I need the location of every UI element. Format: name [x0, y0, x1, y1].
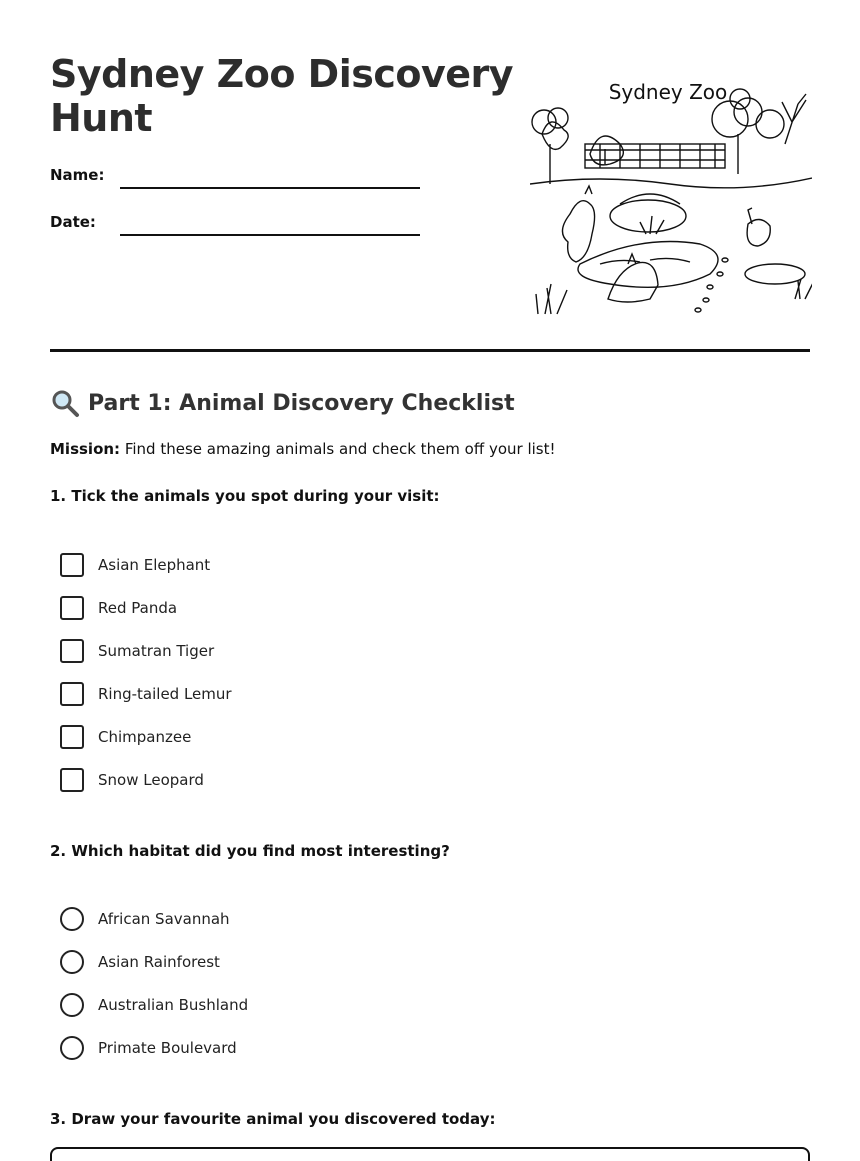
checkbox-label: Ring-tailed Lemur	[98, 685, 232, 703]
name-label: Name:	[50, 166, 105, 184]
worksheet-header	[50, 0, 810, 352]
checkbox-label: Snow Leopard	[98, 771, 204, 789]
checkbox-label: Chimpanzee	[98, 728, 192, 746]
date-field[interactable]	[120, 234, 420, 236]
checkbox-option[interactable]	[60, 768, 204, 792]
checkbox-option[interactable]	[60, 596, 177, 620]
radio-option[interactable]	[60, 1036, 237, 1060]
radio-button[interactable]	[60, 950, 84, 974]
question-1: 1. Tick the animals you spot during your visit:	[50, 487, 440, 505]
magnifying-glass-icon	[50, 388, 80, 418]
header-divider	[50, 349, 810, 352]
checkbox-label: Sumatran Tiger	[98, 642, 215, 660]
checkbox[interactable]	[60, 682, 84, 706]
checkbox[interactable]	[60, 725, 84, 749]
question-3: 3. Draw your favourite animal you discovered today:	[50, 1110, 496, 1128]
name-field[interactable]	[120, 187, 420, 189]
question-2: 2. Which habitat did you find most interesting?	[50, 842, 450, 860]
checkbox[interactable]	[60, 553, 84, 577]
checkbox[interactable]	[60, 639, 84, 663]
radio-button[interactable]	[60, 1036, 84, 1060]
radio-label: Primate Boulevard	[98, 1039, 237, 1057]
radio-button[interactable]	[60, 907, 84, 931]
checkbox-option[interactable]	[60, 682, 232, 706]
radio-label: African Savannah	[98, 910, 230, 928]
radio-option[interactable]	[60, 907, 230, 931]
date-label: Date:	[50, 213, 96, 231]
mission-text: Find these amazing animals and check them off your list!	[120, 440, 556, 458]
page-title: Sydney Zoo Discovery Hunt	[50, 52, 514, 140]
radio-button[interactable]	[60, 993, 84, 1017]
illustration-caption: Sydney Zoo	[608, 80, 728, 104]
checkbox-label: Red Panda	[98, 599, 178, 617]
checkbox-label: Asian Elephant	[98, 556, 211, 574]
part1-title: Part 1: Animal Discovery Checklist	[88, 390, 515, 416]
radio-label: Australian Bushland	[98, 996, 249, 1014]
checkbox-option[interactable]	[60, 553, 210, 577]
checkbox[interactable]	[60, 596, 84, 620]
zoo-illustration	[530, 74, 812, 320]
mission-label: Mission:	[50, 440, 121, 458]
part1-heading	[50, 388, 515, 418]
radio-label: Asian Rainforest	[98, 953, 220, 971]
radio-option[interactable]	[60, 993, 248, 1017]
drawing-area[interactable]	[50, 1147, 810, 1161]
checkbox-option[interactable]	[60, 725, 191, 749]
checkbox-option[interactable]	[60, 639, 214, 663]
radio-option[interactable]	[60, 950, 220, 974]
checkbox[interactable]	[60, 768, 84, 792]
mission-statement	[50, 440, 556, 458]
